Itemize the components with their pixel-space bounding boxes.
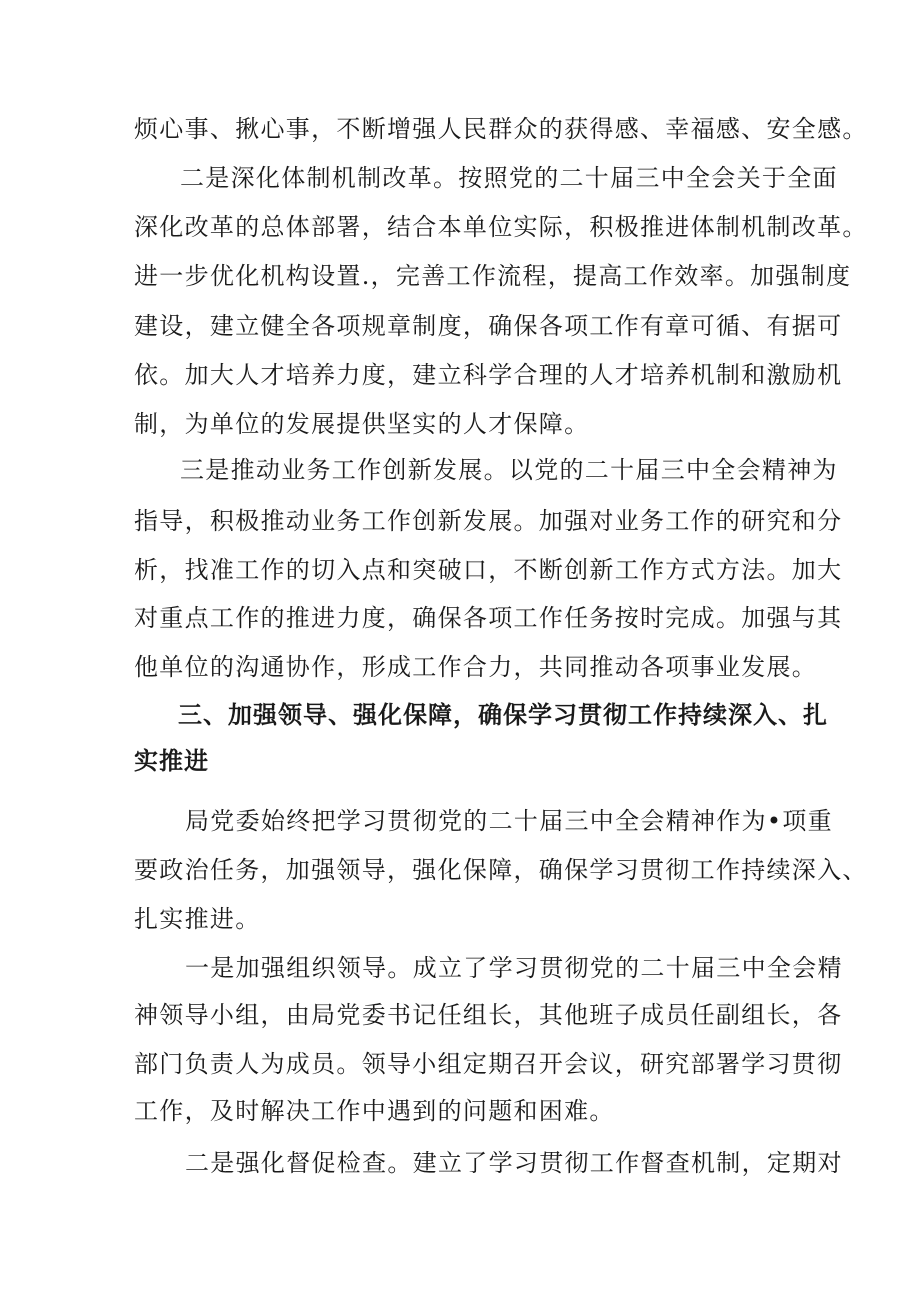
text-line: 建设，建立健全各项规章制度，确保各项工作有章可循、有据可	[134, 312, 843, 340]
text-line: 神领导小组，由局党委书记任组长，其他班子成员任副组长，各	[134, 1001, 843, 1029]
text-line: 依。加大人才培养力度，建立科学合理的人才培养机制和激励机	[134, 361, 843, 389]
text-line: 指导，积极推动业务工作创新发展。加强对业务工作的研究和分	[134, 507, 843, 535]
text-line: 扎实推进。	[134, 905, 261, 933]
text-line: 烦心事、揪心事，不断增强人民群众的获得感、幸福感、安全感。	[134, 115, 868, 143]
section-heading-continued: 实推进	[134, 747, 209, 775]
text-line: 要政治任务，加强领导，强化保障，确保学习贯彻工作持续深入、	[134, 856, 868, 884]
text-line: 对重点工作的推进力度，确保各项工作任务按时完成。加强与其	[134, 604, 843, 632]
paragraph-first-line: 一是加强组织领导。成立了学习贯彻党的二十届三中全会精	[185, 954, 843, 982]
section-heading: 三、加强领导、强化保障，确保学习贯彻工作持续深入、扎	[178, 701, 828, 729]
paragraph-first-line: 局党委始终把学习贯彻党的二十届三中全会精神作为•项重	[185, 807, 833, 835]
text-line: 进一步优化机构设置.，完善工作流程，提高工作效率。加强制度	[134, 262, 852, 290]
paragraph-first-line: 三是推动业务工作创新发展。以党的二十届三中全会精神为	[180, 456, 838, 484]
paragraph-first-line: 二是强化督促检查。建立了学习贯彻工作督查机制，定期对	[185, 1149, 843, 1177]
text-line: 析，找准工作的切入点和突破口，不断创新工作方式方法。加大	[134, 556, 843, 584]
text-line: 部门负责人为成员。领导小组定期召开会议，研究部署学习贯彻	[134, 1050, 843, 1078]
text-line: 制，为单位的发展提供坚实的人才保障。	[134, 410, 590, 438]
paragraph-first-line: 二是深化体制机制改革。按照党的二十届三中全会关于全面	[180, 164, 838, 192]
text-line: 工作，及时解决工作中遇到的问题和困难。	[134, 1097, 615, 1125]
text-line: 深化改革的总体部署，结合本单位实际，积极推进体制机制改革。	[134, 213, 868, 241]
text-line: 他单位的沟通协作，形成工作合力，共同推动各项事业发展。	[134, 653, 818, 681]
